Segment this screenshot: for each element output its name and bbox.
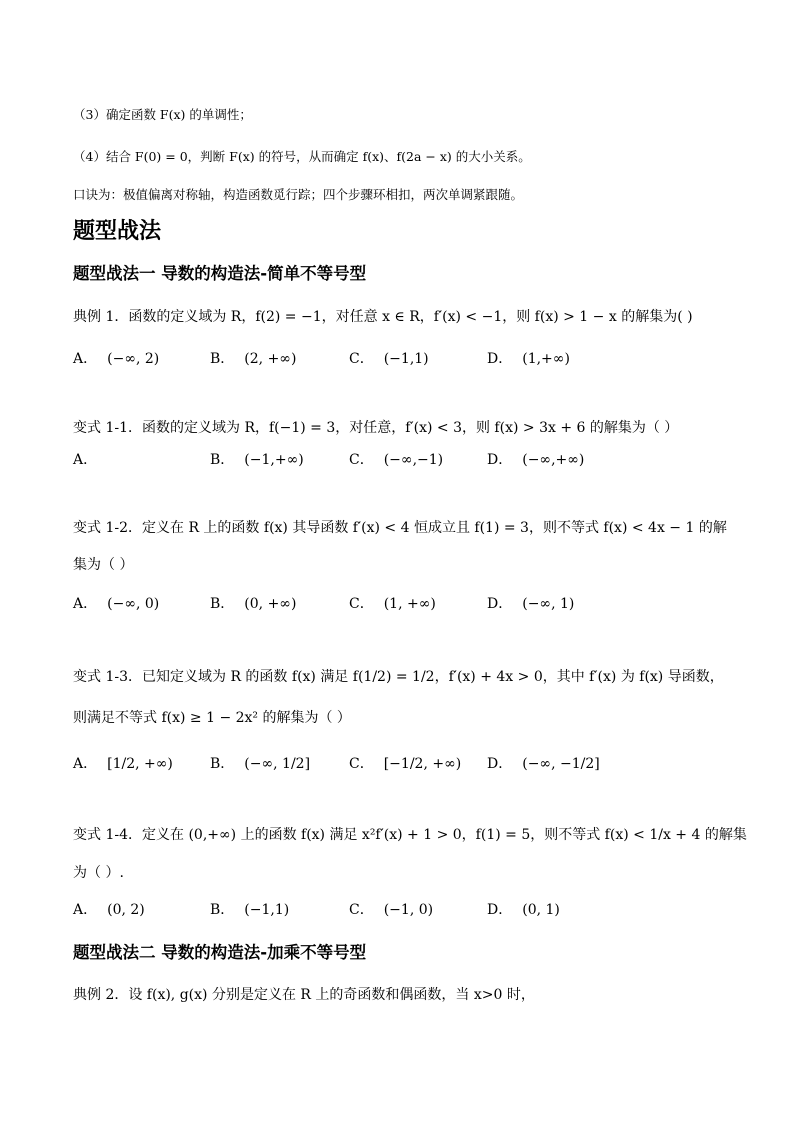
- option-key: D．: [487, 452, 513, 468]
- problem-2-stem: 变式 1-1．函数的定义域为 R，f(−1) = 3，对任意，f′(x) < 3，则 f(x) > 3x + 6 的解集为（ ）: [73, 420, 679, 436]
- section-2-title: 题型战法二 导数的构造法-加乘不等号型: [73, 943, 367, 962]
- option-d: [487, 592, 574, 616]
- option-d: [487, 448, 584, 472]
- option-key: D．: [487, 756, 513, 772]
- problem-4-stem-line-2: 则满足不等式 f(x) ≥ 1 − 2x² 的解集为（ ）: [73, 710, 351, 726]
- option-d: [487, 747, 600, 781]
- option-text: (−1,+∞): [244, 452, 304, 468]
- problem-3-options: [73, 592, 753, 618]
- section-title: 题型战法: [73, 219, 162, 244]
- option-a: [73, 592, 159, 616]
- option-key: A．: [73, 596, 98, 612]
- option-c: [349, 448, 443, 472]
- option-key: B．: [210, 452, 235, 468]
- option-text: (0, 1): [522, 902, 560, 918]
- problem-1-stem: 典例 1．函数的定义域为 R，f(2) = −1，对任意 x ∈ R，f′(x) < −1，则 f(x) > 1 − x 的解集为( ): [73, 309, 693, 325]
- option-key: B．: [210, 902, 235, 918]
- problem-3-stem-line-2: 集为（ ）: [73, 557, 134, 573]
- example-2-stem: 典例 2．设 f(x), g(x) 分别是定义在 R 上的奇函数和偶函数，当 x>0 时，: [73, 987, 535, 1003]
- problem-4-options: [73, 747, 753, 783]
- option-a: [73, 448, 107, 472]
- problem-1-options: [73, 347, 753, 373]
- option-text: (2, +∞): [244, 351, 297, 367]
- intro-step-4: （4）结合 F(0) = 0，判断 F(x) 的符号，从而确定 f(x)、f(2a − x) 的大小关系。: [73, 149, 531, 164]
- option-text: (−1,1): [244, 902, 290, 918]
- option-key: C．: [349, 452, 374, 468]
- option-text: (−∞, 1): [522, 596, 575, 612]
- option-key: B．: [210, 596, 235, 612]
- option-text: (0, 2): [107, 902, 145, 918]
- problem-5-options: [73, 898, 753, 924]
- option-text: (−∞, 0): [107, 596, 160, 612]
- problem-4-stem-line-1: 变式 1-3．已知定义域为 R 的函数 f(x) 满足 f(1/2) = 1/2，f′(x) + 4x > 0，其中 f′(x) 为 f(x) 导函数，: [73, 669, 724, 685]
- option-text: (−1,1): [383, 351, 429, 367]
- option-text: (−∞, 1/2]: [244, 756, 311, 772]
- option-c: [349, 747, 461, 781]
- option-text: [−1/2, +∞): [383, 756, 462, 772]
- option-key: A．: [73, 902, 98, 918]
- option-key: C．: [349, 596, 374, 612]
- option-text: (−∞, 2): [107, 351, 160, 367]
- option-key: C．: [349, 756, 374, 772]
- option-c: [349, 592, 436, 616]
- option-b: [210, 448, 304, 472]
- option-text: [1/2, +∞): [107, 756, 173, 772]
- option-key: C．: [349, 902, 374, 918]
- option-text: (−∞, −1/2]: [522, 756, 600, 772]
- mnemonic-text: 口诀为：极值偏离对称轴，构造函数觅行踪；四个步骤环相扣，两次单调紧跟随。: [73, 187, 524, 202]
- option-key: A．: [73, 452, 98, 468]
- option-key: B．: [210, 351, 235, 367]
- option-b: [210, 898, 289, 922]
- option-c: [349, 347, 429, 371]
- option-text: (−∞,+∞): [522, 452, 585, 468]
- problem-2-options: [73, 448, 753, 474]
- option-b: [210, 592, 296, 616]
- option-b: [210, 347, 296, 371]
- option-text: (0, +∞): [244, 596, 297, 612]
- option-text: (−∞,−1): [383, 452, 444, 468]
- option-text: (1, +∞): [383, 596, 436, 612]
- problem-5-stem-line-1: 变式 1-4．定义在 (0,+∞) 上的函数 f(x) 满足 x²f′(x) + 1 > 0，f(1) = 5，则不等式 f(x) < 1/x + 4 的解集: [73, 827, 747, 843]
- option-b: [210, 747, 310, 781]
- option-key: D．: [487, 351, 513, 367]
- option-a: [73, 898, 145, 922]
- option-c: [349, 898, 433, 922]
- option-key: B．: [210, 756, 235, 772]
- option-key: C．: [349, 351, 374, 367]
- option-d: [487, 898, 560, 922]
- section-1-title: 题型战法一 导数的构造法-简单不等号型: [73, 264, 367, 283]
- problem-5-stem-line-2: 为（ ）.: [73, 865, 124, 881]
- intro-step-3: （3）确定函数 F(x) 的单调性；: [73, 107, 252, 122]
- option-key: A．: [73, 351, 98, 367]
- option-key: D．: [487, 596, 513, 612]
- option-a: [73, 347, 159, 371]
- option-text: (1,+∞): [522, 351, 570, 367]
- option-text: (−1, 0): [383, 902, 434, 918]
- option-key: A．: [73, 756, 98, 772]
- problem-3-stem-line-1: 变式 1-2．定义在 R 上的函数 f(x) 其导函数 f′(x) < 4 恒成立且 f(1) = 3，则不等式 f(x) < 4x − 1 的解: [73, 520, 727, 536]
- option-key: D．: [487, 902, 513, 918]
- option-a: [73, 747, 173, 781]
- option-d: [487, 347, 570, 371]
